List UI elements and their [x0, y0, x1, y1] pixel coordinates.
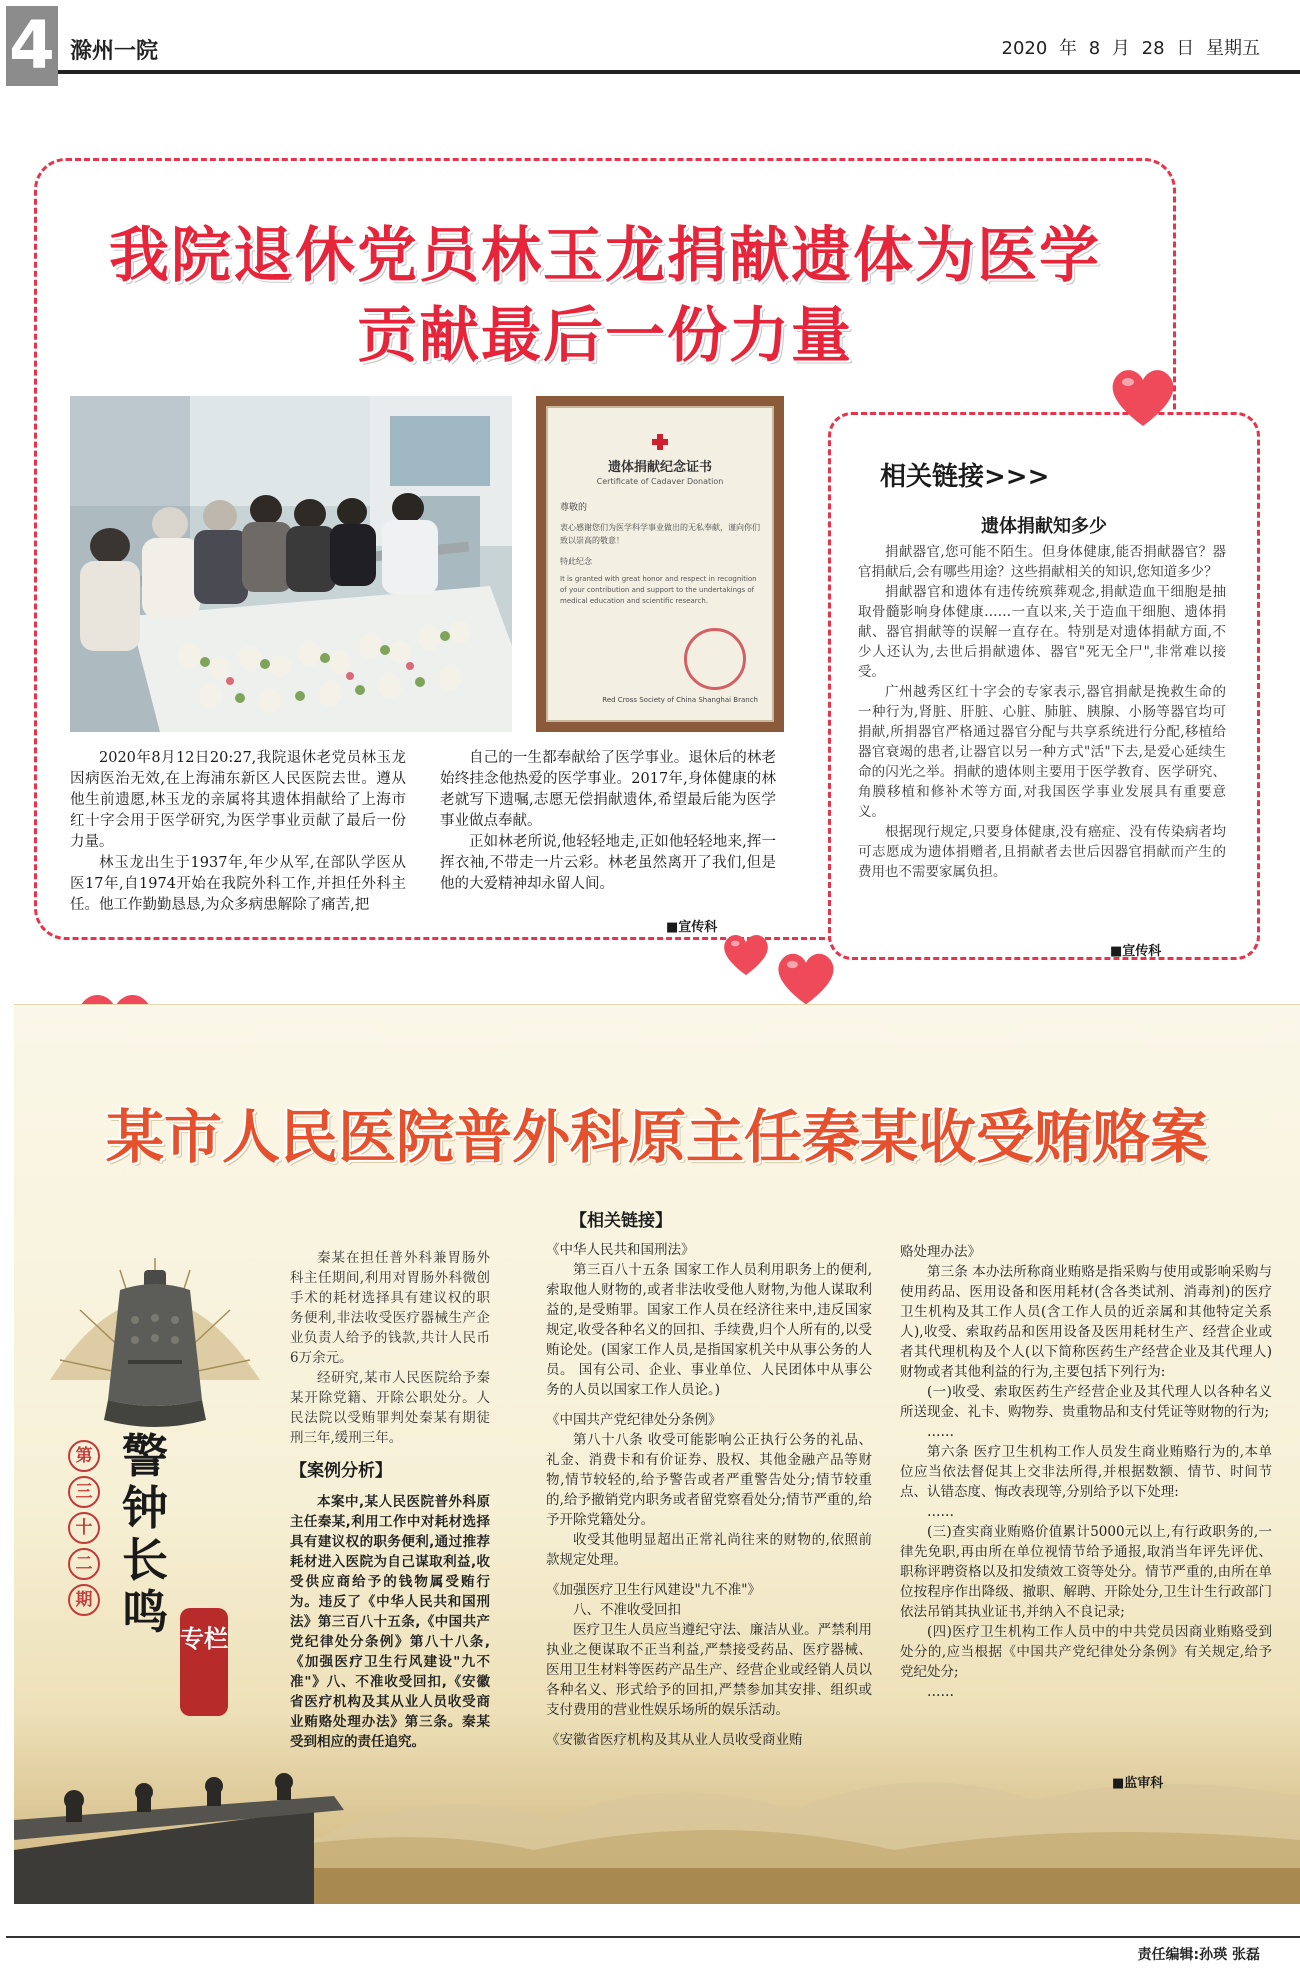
article1-title-line2: 贡献最后一份力量	[357, 301, 853, 371]
article1-paragraph: 正如林老所说,他轻轻地走,正如他轻轻地来,挥一挥衣袖,不带走一片云彩。林老虽然离开了我们,但是他的大爱精神却永留人间。	[440, 834, 776, 892]
analysis-body	[290, 1492, 490, 1752]
series-issue-char: 期	[68, 1584, 100, 1616]
red-cross-icon	[652, 434, 668, 450]
law-paragraph: 第三条 本办法所称商业贿赂是指采购与使用或影响采购与使用药品、医用设备和医用耗材(含各类试剂、消毒剂)的医疗卫生机构及其工作人员(含工作人员的近亲属和其他特定关系人),收受、索取药品和医用设备及医用耗材生产、经营企业或者其代理机构及个人(以下简称医药生产经营企业及其代理人)财物或者其他利益的行为,主要包括下列行为:	[900, 1264, 1272, 1380]
analysis-paragraph: 本案中,某人民医院普外科原主任秦某,利用工作中对耗材选择具有建议权的职务便利,通过推荐耗材进入医院为自己谋取利益,收受供应商给予的钱物属受贿行为。违反了《中华人民共和国刑法》第三百八十五条,《中国共产党纪律处分条例》第八十八条,《加强医疗卫生行风建设"九不准"》八、不准收受回扣,《安徽省医疗机构及其从业人员收受商业贿赂处理办法》第三条。秦某受到相应的责任追究。	[290, 1494, 490, 1750]
certificate-title: 遗体捐献纪念证书	[607, 460, 712, 475]
paper-name: 滁州一院	[70, 39, 159, 64]
case-paragraph: 经研究,某市人民医院给予秦某开除党籍、开除公职处分。人民法院以受贿罪判处秦某有期徒刑三年,缓刑三年。	[290, 1370, 490, 1446]
law-title: 《中华人民共和国刑法》	[546, 1242, 695, 1258]
related-link-paragraph: 广州越秀区红十字会的专家表示,器官捐献是挽救生命的一种行为,肾脏、肝脏、心脏、肺脏、胰腺、小肠等器官均可捐献,所捐器官严格通过器官分配与共享系统进行分配,移植给器官衰竭的患者,让器官以另一种方式"活"下去,是爱心延续生命的闪光之举。捐献的遗体则主要用于医学教育、医学研究、角膜移植和修补术等方面,对我国医学事业发展具有重要意义。	[858, 684, 1226, 820]
page-number: 4	[6, 6, 58, 86]
law-title: 《中国共产党纪律处分条例》	[546, 1412, 722, 1428]
column-tag: 专栏	[180, 1608, 228, 1716]
series-column-badge	[60, 1420, 250, 1670]
article1-signature: ■宣传科	[666, 920, 718, 935]
red-seal-stamp	[684, 628, 746, 690]
heart-icon	[1108, 366, 1178, 430]
certificate-note: 特此纪念	[560, 557, 592, 566]
article2-signature: ■监审科	[1112, 1776, 1164, 1791]
series-name: 警钟长鸣	[122, 1429, 168, 1639]
law-paragraph: (四)医疗卫生机构工作人员中的中共党员因商业贿赂受到处分的,应当根据《中国共产党纪律处分条例》有关规定,给予党纪处分;	[900, 1624, 1272, 1680]
related-link-paragraph: 捐献器官,您可能不陌生。但身体健康,能否捐献器官？器官捐献后,会有哪些用途？这些捐献相关的知识,您知道多少？	[858, 544, 1226, 580]
law-paragraph: ……	[927, 1684, 954, 1700]
law-paragraph: ……	[927, 1424, 954, 1440]
related-link-body	[858, 542, 1226, 882]
article1-column1	[70, 748, 406, 916]
related-law-heading: 【相关链接】	[570, 1211, 672, 1231]
series-issue	[68, 1440, 108, 1620]
law-paragraph: 第八十八条 收受可能影响公正执行公务的礼品、礼金、消费卡和有价证券、股权、其他金融产品等财物,情节较轻的,给予警告或者严重警告处分;情节较重的,给予撤销党内职务或者留党察看处分;情节严重的,给予开除党籍处分。	[546, 1432, 872, 1528]
law-paragraph: (三)查实商业贿赂价值累计5000元以上,有行政职务的,一律先免职,再由所在单位视情节给予通报,取消当年评先评优、职称评聘资格以及扣发绩效工资等处分。情节严重的,由所在单位按程序作出降级、撤职、解聘、开除处分,卫生计生行政部门依法吊销其执业证书,并纳入不良记录;	[900, 1524, 1272, 1620]
law-paragraph: (一)收受、索取医药生产经营企业及其代理人以各种名义所送现金、礼卡、购物券、贵重物品和支付凭证等财物的行为;	[900, 1384, 1272, 1420]
related-law-column1	[546, 1240, 872, 1750]
law-title: 赂处理办法》	[900, 1244, 981, 1260]
related-link-subheading: 遗体捐献知多少	[981, 516, 1107, 537]
law-paragraph: 收受其他明显超出正常礼尚往来的财物的,依照前款规定处理。	[546, 1532, 872, 1568]
analysis-heading: 【案例分析】	[290, 1461, 392, 1481]
related-link-heading: 相关链接>>>	[880, 462, 1050, 492]
related-link-paragraph: 根据现行规定,只要身体健康,没有癌症、没有传染病者均可志愿成为遗体捐赠者,且捐献者去世后因器官捐献而产生的费用也不需要家属负担。	[858, 824, 1226, 880]
law-title: 《加强医疗卫生行风建设"九不准"》	[546, 1582, 761, 1598]
case-paragraph: 秦某在担任普外科兼胃肠外科主任期间,利用对胃肠外科微创手术的耗材选择具有建议权的职务便利,非法收受医疗器械生产企业负责人给予的钱款,共计人民币6万余元。	[290, 1250, 490, 1366]
donation-certificate-photo	[536, 396, 784, 732]
farewell-ceremony-photo	[70, 396, 512, 732]
related-link-signature: ■宣传科	[1110, 944, 1162, 959]
article1-title-line1: 我院退休党员林玉龙捐献遗体为医学	[109, 221, 1101, 291]
series-issue-char: 十	[68, 1512, 100, 1544]
header-rule	[58, 70, 1300, 74]
certificate-english: It is granted with great honor and respect in recognition of your contribution and support to the undertakings of medical education and scientific research.	[560, 575, 757, 605]
article1-paragraph: 2020年8月12日20:27,我院退休老党员林玉龙因病医治无效,在上海浦东新区人民医院去世。遵从他生前遗愿,林玉龙的亲属将其遗体捐献给了上海市红十字会用于医学研究,为医学事业贡献了最后一份力量。	[70, 750, 406, 850]
heart-icon	[774, 950, 838, 1008]
article1-paragraph: 林玉龙出生于1937年,年少从军,在部队学医从医17年,自1974开始在我院外科工作,并担任外科主任。他工作勤勤恳恳,为众多病患解除了痛苦,把	[70, 855, 406, 913]
page-header	[0, 0, 1300, 88]
certificate	[546, 406, 774, 722]
certificate-subtitle: Certificate of Cadaver Donation	[596, 477, 724, 486]
law-title: 《安徽省医疗机构及其从业人员收受商业贿	[546, 1732, 803, 1748]
responsible-editor: 责任编辑:孙瑛 张磊	[1137, 1947, 1260, 1963]
certificate-body: 衷心感谢您们为医学科学事业做出的无私奉献，谨向你们致以崇高的敬意！	[560, 523, 760, 545]
article2-title: 某市人民医院普外科原主任秦某收受贿赂案	[105, 1103, 1208, 1171]
series-issue-char: 三	[68, 1476, 100, 1508]
footer-rule	[6, 1936, 1300, 1938]
related-link-paragraph: 捐献器官和遗体有违传统殡葬观念,捐献造血干细胞是抽取骨髓影响身体健康……一直以来,关于造血干细胞、遗体捐献、器官捐献等的误解一直存在。特别是对遗体捐献方面,不少人还认为,去世后捐献遗体、器官"死无全尸",非常难以接受。	[858, 584, 1226, 680]
issue-date: 2020 年 8 月 28 日 星期五	[1001, 38, 1260, 59]
related-law-column2	[900, 1242, 1272, 1702]
law-paragraph: 八、不准收受回扣	[573, 1602, 681, 1618]
certificate-salutation: 尊敬的	[560, 503, 588, 513]
series-issue-char: 第	[68, 1440, 100, 1472]
law-paragraph: 第三百八十五条 国家工作人员利用职务上的便利,索取他人财物的,或者非法收受他人财物,为他人谋取利益的,是受贿罪。国家工作人员在经济往来中,违反国家规定,收受各种名义的回扣、手续费,归个人所有的,以受贿论处。(国家工作人员,是指国家机关中从事公务的人员。 国有公司、企业、事业单位、人民团体中从事公务的人员以国家工作人员论。)	[546, 1262, 872, 1398]
law-paragraph: 医疗卫生人员应当遵纪守法、廉洁从业。严禁利用执业之便谋取不正当利益,严禁接受药品、医疗器械、医用卫生材料等医药产品生产、经营企业或经销人员以各种名义、形式给予的回扣,严禁参加其安排、组织或支付费用的营业性娱乐场所的娱乐活动。	[546, 1622, 872, 1718]
law-paragraph: 第六条 医疗卫生机构工作人员发生商业贿赂行为的,本单位应当依法督促其上交非法所得,并根据数额、情节、时间节点、认错态度、悔改表现等,分别给予以下处理:	[900, 1444, 1272, 1500]
article1-column2	[440, 748, 776, 895]
certificate-issuer: Red Cross Society of China Shanghai Branch	[602, 696, 758, 704]
article1-paragraph: 自己的一生都奉献给了医学事业。退休后的林老始终挂念他热爱的医学事业。2017年,身体健康的林老就写下遗嘱,志愿无偿捐献遗体,希望最后能为医学事业做点奉献。	[440, 750, 776, 829]
case-description	[290, 1248, 490, 1448]
heart-icon	[720, 932, 772, 978]
law-paragraph: ……	[927, 1504, 954, 1520]
series-issue-char: 二	[68, 1548, 100, 1580]
